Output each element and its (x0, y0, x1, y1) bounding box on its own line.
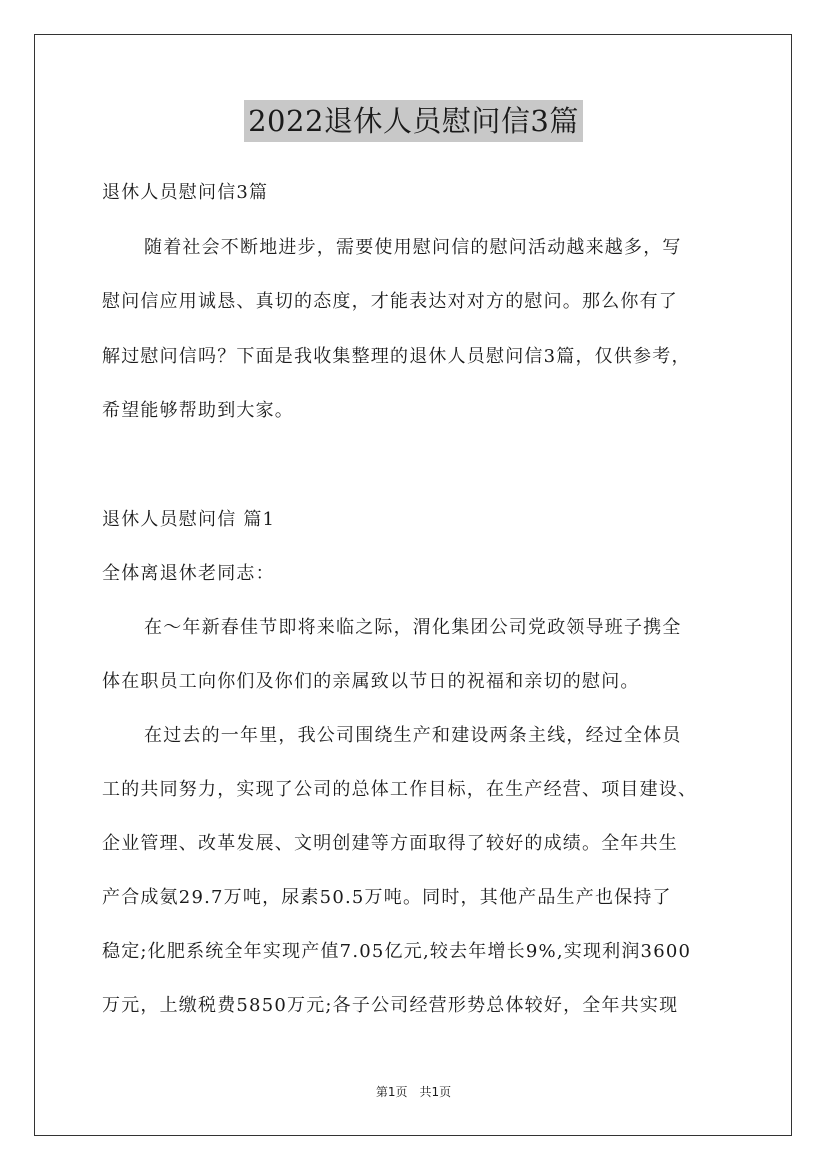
section-heading: 退休人员慰问信 篇1 (102, 509, 276, 530)
document-title: 2022退休人员慰问信3篇 (244, 100, 583, 142)
intro-line: 随着社会不断地进步，需要使用慰问信的慰问活动越来越多，写 (144, 237, 682, 258)
intro-line: 慰问信应用诚恳、真切的态度，才能表达对对方的慰问。那么你有了 (102, 291, 678, 312)
paragraph-line: 稳定;化肥系统全年实现产值7.05亿元,较去年增长9%,实现利润3600 (102, 941, 692, 962)
paragraph-line: 在～年新春佳节即将来临之际，渭化集团公司党政领导班子携全 (144, 617, 682, 638)
paragraph-line: 企业管理、改革发展、文明创建等方面取得了较好的成绩。全年共生 (102, 833, 678, 854)
paragraph-line: 工的共同努力，实现了公司的总体工作目标，在生产经营、项目建设、 (102, 779, 698, 800)
paragraph-line: 在过去的一年里，我公司围绕生产和建设两条主线，经过全体员 (144, 725, 682, 746)
intro-line: 解过慰问信吗？下面是我收集整理的退休人员慰问信3篇，仅供参考， (102, 346, 691, 367)
paragraph-line: 万元，上缴税费5850万元;各子公司经营形势总体较好，全年共实现 (102, 995, 679, 1016)
page-number-footer: 第1页 共1页 (375, 1085, 452, 1099)
document-subtitle: 退休人员慰问信3篇 (102, 182, 269, 203)
paragraph-line: 体在职员工向你们及你们的亲属致以节日的祝福和亲切的慰问。 (102, 671, 640, 692)
paragraph-line: 产合成氨29.7万吨，尿素50.5万吨。同时，其他产品生产也保持了 (102, 887, 672, 908)
title-container (0, 100, 827, 142)
salutation: 全体离退休老同志： (102, 563, 275, 584)
intro-line: 希望能够帮助到大家。 (102, 400, 294, 421)
